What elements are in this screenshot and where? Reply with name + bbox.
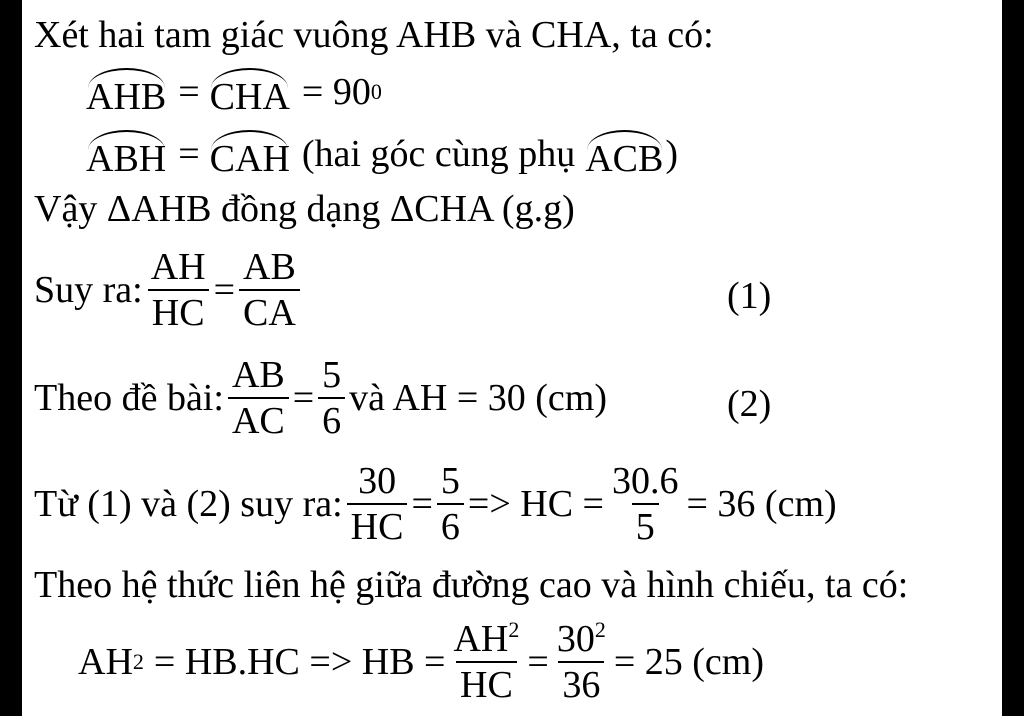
fraction-numerator: 5 (440, 460, 460, 502)
hc-computation-line (34, 462, 837, 546)
fraction-denominator: AC (228, 397, 289, 440)
fraction-numerator (553, 617, 610, 661)
ratio-prefix: Suy ra: (34, 269, 143, 311)
fraction-5-6 (318, 356, 345, 440)
relation-intro-line: Theo hệ thức liên hệ giữa đường cao và hình chiếu, ta có: (34, 564, 909, 606)
angle-note: (hai góc cùng phụ (301, 133, 576, 175)
angle-abh: ABH (86, 130, 166, 178)
angle-ahb: AHB (86, 68, 166, 116)
similarity-conclusion: Vậy ΔAHB đồng dạng ΔCHA (g.g) (34, 188, 575, 230)
fraction-numerator: AH (150, 246, 206, 288)
given-ratio-line (34, 356, 607, 440)
angle-acb: ACB (585, 130, 663, 178)
hc-result: = 36 (cm) (686, 483, 837, 525)
angle-note-close: ) (665, 133, 679, 175)
equals-sign: = (292, 377, 315, 419)
fraction-30x6-5 (608, 462, 683, 546)
given-suffix: và AH = 30 (cm) (349, 377, 607, 419)
derivation-prefix: Từ (1) và (2) suy ra: (34, 483, 343, 525)
fraction-numerator (449, 617, 523, 661)
fraction-denominator: HC (347, 503, 408, 546)
right-angle-value: = 90 (301, 71, 371, 113)
fraction-numerator: AB (243, 246, 296, 288)
equation-tag-2: (2) (727, 383, 772, 425)
hb-result: = 25 (cm) (613, 641, 764, 683)
fraction-denominator: 6 (437, 503, 464, 546)
exponent: 2 (594, 617, 606, 642)
equation-tag-1: (1) (727, 275, 772, 317)
implies-hb: = HB.HC => HB = (153, 641, 446, 683)
equals-sign: = (527, 641, 549, 683)
angle-cah: CAH (210, 130, 290, 178)
ah-term: AH (78, 641, 133, 683)
fraction-numerator: 30 (358, 460, 397, 502)
angle-cha: CHA (210, 68, 290, 116)
exponent: 2 (508, 617, 520, 642)
equation-right-angles: AHB = CHA = 90 0 (86, 68, 382, 116)
fraction-30-hc (347, 462, 408, 546)
equation-equal-angles (86, 130, 678, 178)
hb-computation-line: AH 2 = HB.HC => HB = $\frac{AH^2}{HC}$ = $\frac{30^2}{36}$ = 25 (cm) (78, 617, 764, 706)
fraction-denominator: HC (148, 289, 209, 332)
fraction-numerator: AB (231, 354, 285, 396)
fraction-ab-ac (228, 356, 289, 440)
intro-line: Xét hai tam giác vuông AHB và CHA, ta có: (34, 14, 714, 56)
fraction-denominator: HC (456, 661, 517, 704)
fraction-numerator: 30.6 (612, 460, 679, 502)
equals-sign: = (213, 269, 236, 311)
fraction-30sq-36 (553, 617, 610, 706)
numerator-base: 30 (556, 618, 595, 660)
fraction-denominator: 5 (632, 503, 659, 546)
fraction-ah2-hc (449, 617, 523, 706)
fraction-denominator: CA (239, 289, 300, 332)
given-prefix: Theo đề bài: (34, 377, 224, 419)
fraction-ah-hc (147, 248, 210, 332)
numerator-base: AH (453, 618, 509, 660)
fraction-ab-ca (239, 248, 300, 332)
equals-sign: = (411, 483, 433, 525)
fraction-denominator: 6 (318, 397, 345, 440)
fraction-numerator: 5 (322, 354, 342, 396)
document-page (22, 0, 1002, 716)
equals-sign: = (178, 133, 200, 175)
equals-sign: = (178, 71, 200, 113)
fraction-5-6 (437, 462, 464, 546)
implies-hc: => HC = (467, 483, 604, 525)
fraction-denominator: 36 (558, 661, 604, 704)
ratio-line-1 (34, 248, 304, 332)
